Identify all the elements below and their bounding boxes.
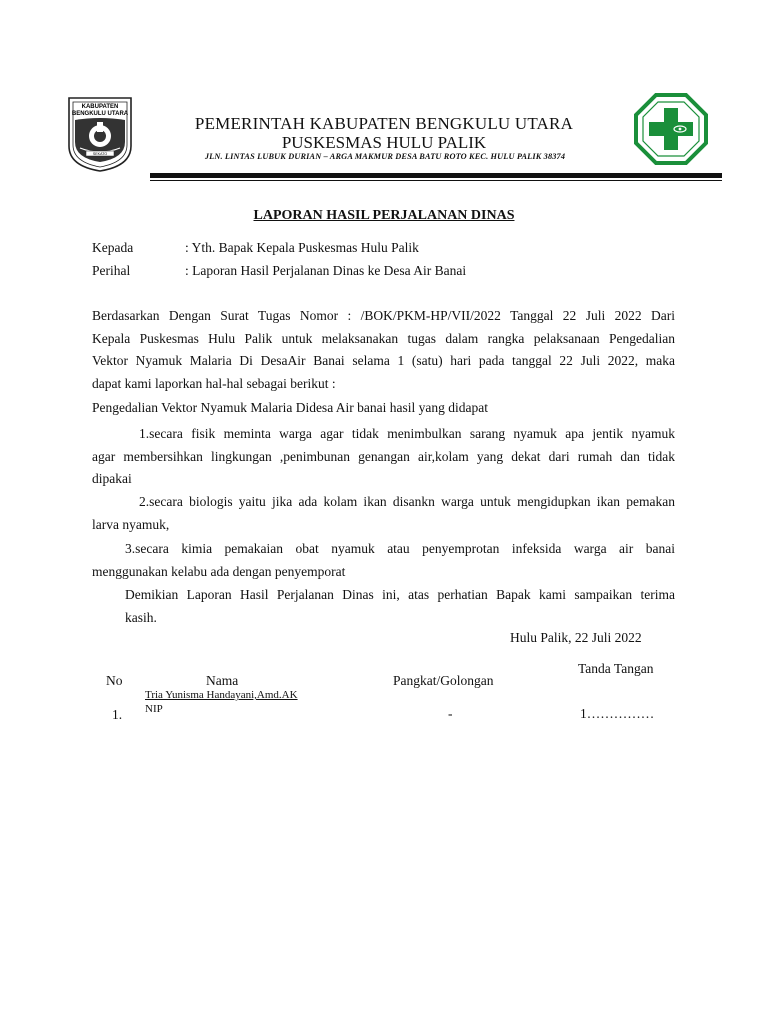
- header-rule-thin: [150, 180, 722, 181]
- perihal-value: : Laporan Hasil Perjalanan Dinas ke Desa Air Banai: [185, 263, 467, 278]
- paragraph-line: kasih.: [125, 609, 157, 625]
- signer-nip: NIP: [145, 703, 163, 715]
- paragraph-line: dapat kami laporkan hal-hal sebagai berikut :: [92, 375, 336, 391]
- item-physical: [92, 423, 675, 491]
- row-number: 1.: [112, 707, 123, 722]
- intro-line: Pengedalian Vektor Nyamuk Malaria Didesa Air banai hasil yang didapat: [92, 400, 489, 415]
- signature-line: 1……………: [580, 706, 655, 721]
- logo-top-text-2: BENGKULU UTARA: [71, 111, 129, 117]
- logo-ribbon-text: SEKATO: [92, 152, 108, 156]
- paragraph-line: menggunakan kelabu ada dengan penyemporat: [92, 563, 346, 579]
- paragraph-line: Vektor Nyamuk Malaria Di DesaAir Banai selama 1 (satu) hari pada tanggal 22 Juli 2022, maka: [92, 353, 675, 369]
- col-pangkat-header: Pangkat/Golongan: [393, 673, 494, 688]
- kepada-label: Kepada: [92, 240, 134, 255]
- document-title: LAPORAN HASIL PERJALANAN DINAS: [253, 208, 515, 223]
- opening-paragraph: [92, 305, 675, 395]
- paragraph-line: Kepala Puskesmas Hulu Palik untuk melaksanakan tugas dalam rangka pelaksanaan Pengedalian: [92, 330, 675, 346]
- col-no-header: No: [106, 673, 123, 688]
- paragraph-line: 2.secara biologis yaitu jika ada kolam ikan disankn warga untuk mengidupkan ikan pemakan: [139, 494, 675, 509]
- item-biological: [92, 491, 675, 536]
- signer-name: Tria Yunisma Handayani,Amd.AK: [145, 689, 298, 701]
- closing-paragraph: [125, 584, 675, 629]
- perihal-label: Perihal: [92, 263, 131, 278]
- header-government: PEMERINTAH KABUPATEN BENGKULU UTARA: [194, 114, 574, 133]
- header-institution: PUSKESMAS HULU PALIK: [281, 133, 487, 152]
- logo-top-text: KABUPATEN: [81, 104, 119, 110]
- paragraph-line: agar membersihkan lingkungan ,penimbunan genangan air,kolam yang dekat dari rumah dan tidak: [92, 448, 675, 464]
- paragraph-line: larva nyamuk,: [92, 516, 170, 532]
- paragraph-line: 3.secara kimia pemakaian obat nyamuk atau penyemprotan infeksida warga air banai: [125, 541, 675, 556]
- col-nama-header: Nama: [206, 673, 239, 688]
- col-ttd-header: Tanda Tangan: [578, 661, 654, 676]
- paragraph-line: 1.secara fisik meminta warga agar tidak menimbulkan sarang nyamuk apa jentik nyamuk: [139, 426, 675, 441]
- item-chemical: [92, 538, 675, 583]
- kepada-value: : Yth. Bapak Kepala Puskesmas Hulu Palik: [185, 240, 419, 255]
- puskesmas-cross-logo-icon: [634, 93, 708, 165]
- signer-pangkat: -: [448, 706, 453, 721]
- paragraph-line: Berdasarkan Dengan Surat Tugas Nomor : /BOK/PKM-HP/VII/2022 Tanggal 22 Juli 2022 Dari: [92, 308, 675, 323]
- header-address: JLN. LINTAS LUBUK DURIAN – ARGA MAKMUR DESA BATU ROTO KEC. HULU PALIK 38374: [204, 152, 566, 161]
- place-date: Hulu Palik, 22 Juli 2022: [510, 630, 642, 645]
- paragraph-line: dipakai: [92, 471, 132, 487]
- paragraph-line: Demikian Laporan Hasil Perjalanan Dinas ini, atas perhatian Bapak kami sampaikan terima: [125, 587, 675, 602]
- header-rule-thick: [150, 173, 722, 178]
